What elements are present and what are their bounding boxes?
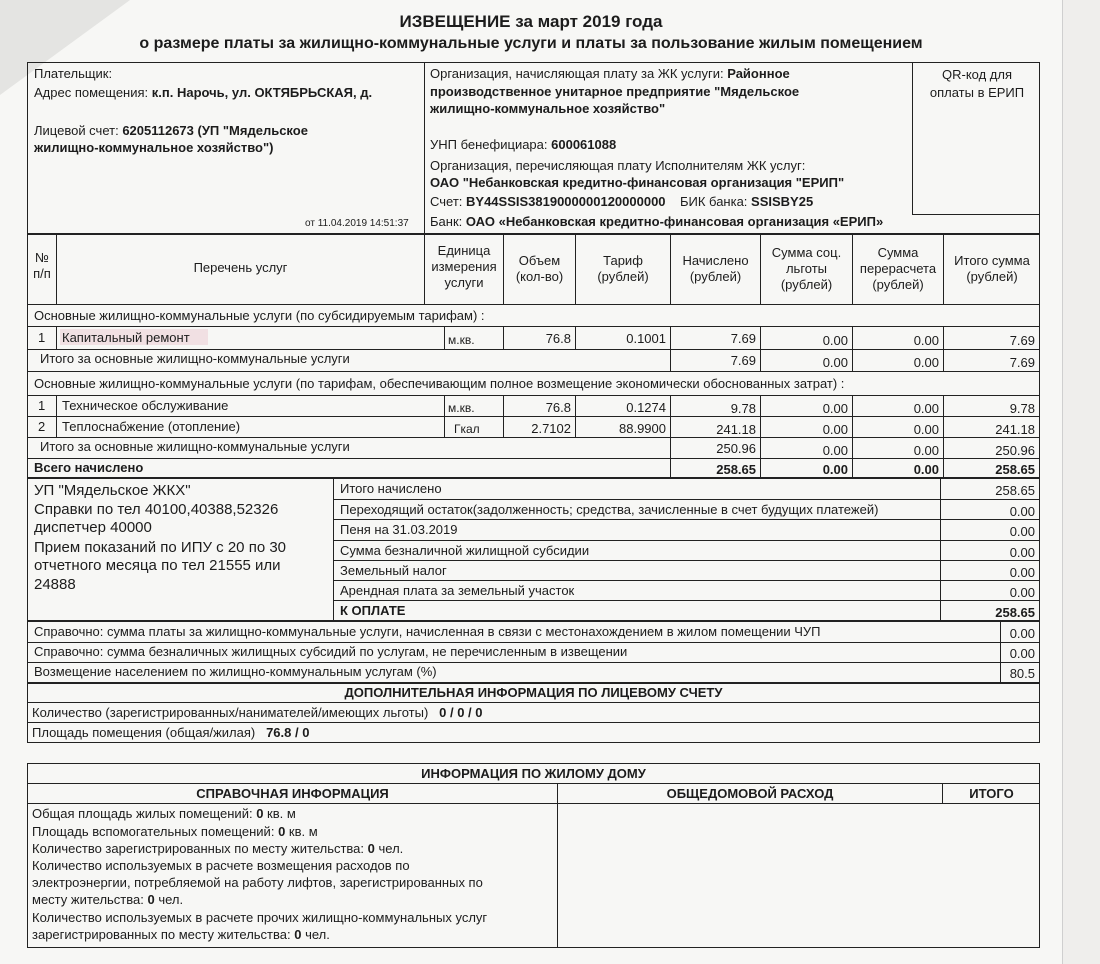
address-line: Адрес помещения: к.п. Нарочь, ул. ОКТЯБРЬСКАЯ, д.	[34, 85, 373, 100]
col-benefit: Сумма соц. льготы (рублей)	[771, 245, 842, 292]
org-line-2: производственное унитарное предприятие "Мядельское	[430, 84, 800, 99]
account-line: Лицевой счет: 6205112673 (УП "Мядельское	[34, 123, 308, 138]
subtotal1-label: Итого за основные жилищно-коммунальные услуги	[40, 351, 350, 366]
grand-total-label: Всего начислено	[34, 460, 144, 475]
section1-title: Основные жилищно-коммунальные услуги (по субсидируемым тарифам) :	[34, 308, 485, 323]
to-pay-label: К ОПЛАТЕ	[340, 603, 406, 618]
payer-label: Плательщик:	[34, 66, 113, 81]
subtotal2-label: Итого за основные жилищно-коммунальные услуги	[40, 439, 350, 454]
contact-org: УП "Мядельское ЖКХ"	[34, 482, 191, 499]
service-name: Капитальный ремонт	[62, 330, 190, 345]
transfer-org-name: ОАО "Небанковская кредитно-финансовая организация "ЕРИП"	[430, 175, 845, 190]
col-service: Перечень услуг	[193, 260, 288, 275]
print-timestamp: от 11.04.2019 14:51:37	[305, 218, 409, 229]
org-line-1: Организация, начисляющая плату за ЖК услуги: Районное	[430, 66, 790, 81]
section2-title: Основные жилищно-коммунальные услуги (по тарифам, обеспечивающим полное возмещение экономически обоснованных затрат) :	[34, 376, 845, 391]
org-line-3: жилищно-коммунальное хозяйство"	[430, 101, 666, 116]
house-info-title: ИНФОРМАЦИЯ ПО ЖИЛОМУ ДОМУ	[421, 766, 646, 781]
qr-label-1: QR-код для	[941, 67, 1012, 82]
additional-info-title: ДОПОЛНИТЕЛЬНАЯ ИНФОРМАЦИЯ ПО ЛИЦЕВОМУ СЧЕТУ	[344, 685, 723, 700]
col-recalc: Сумма перерасчета (рублей)	[859, 245, 937, 292]
col-tariff: Тариф (рублей)	[597, 253, 649, 284]
col-unit: Единица измерения услуги	[431, 243, 497, 290]
col-num: № п/п	[33, 250, 51, 281]
notice-title: ИЗВЕЩЕНИЕ за март 2019 года	[399, 12, 663, 31]
qr-label-2: оплаты в ЕРИП	[929, 85, 1025, 100]
col-charged: Начислено (рублей)	[682, 253, 749, 284]
unp-line: УНП бенефициара: 600061088	[430, 137, 617, 152]
bank-line: Банк: ОАО «Небанковская кредитно-финансовая организация «ЕРИП»	[430, 214, 884, 229]
col-volume: Объем (кол-во)	[515, 253, 564, 284]
transfer-org-label: Организация, перечисляющая плату Исполнителям ЖК услуг:	[430, 158, 806, 173]
col-total: Итого сумма (рублей)	[954, 253, 1030, 284]
account-line-2: жилищно-коммунальное хозяйство")	[34, 140, 274, 155]
bank-account-line: Счет: BY44SSIS3819000000120000000 БИК банка: SSISBY25	[430, 194, 814, 209]
notice-subtitle: о размере платы за жилищно-коммунальные услуги и платы за пользование жилым помещением	[139, 35, 923, 52]
to-pay-value: 258.65	[995, 605, 1035, 620]
